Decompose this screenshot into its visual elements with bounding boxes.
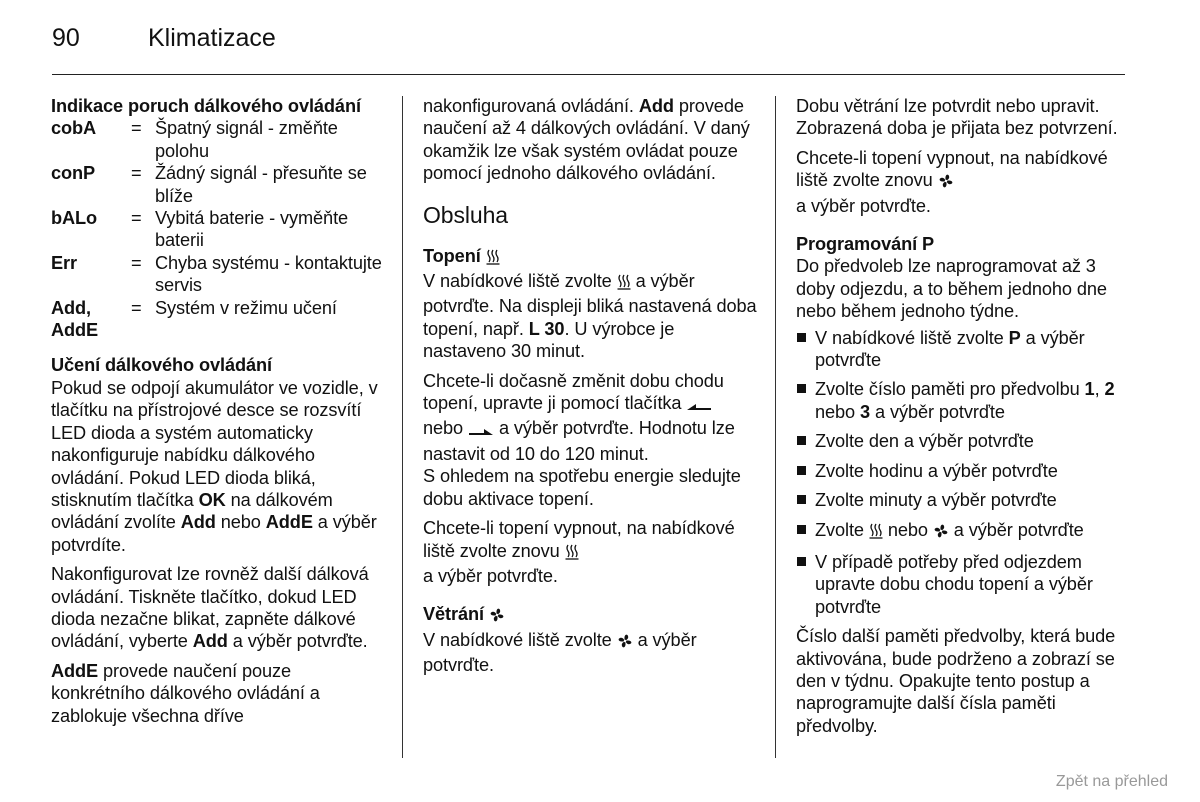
back-to-overview-link[interactable]: Zpět na přehled — [1055, 773, 1168, 790]
fault-code-description: Systém v režimu učení — [155, 297, 337, 318]
learn-paragraph-3: AddE provede naučení pouze konkrétního dálkového ovládání a zablokuje všechna dříve — [51, 660, 320, 726]
fault-code-equals: = — [131, 297, 142, 318]
list-item: Zvolte den a výběr potvrďte — [796, 430, 1131, 452]
column-divider — [775, 96, 776, 758]
list-item: V případě potřeby před odjezdem upravte dobu chodu topení a výběr potvrďte — [796, 551, 1131, 618]
fault-code-term: conP — [51, 163, 96, 184]
fault-code-row — [51, 207, 387, 252]
fault-code-description: Žádný signál - přesuňte se blíže — [155, 163, 367, 206]
fan-icon — [933, 522, 949, 544]
arrow-right-icon — [468, 420, 494, 442]
list-item: V nabídkové liště zvolte P a výběr potvrďte — [796, 327, 1131, 372]
chapter-title: Klimatizace — [148, 24, 276, 52]
heating-paragraph-4: Chcete-li topení vypnout, na nabídkové liště zvolte znovu a výběr potvrďte. — [423, 518, 735, 586]
column-divider — [402, 96, 403, 758]
fault-code-equals: = — [131, 208, 142, 229]
programming-paragraph-2: Číslo další paměti předvolby, která bude aktivována, bude podrženo a zobrazí se den v týdnu. Opakujte tento postup a naprogramujte další čísla paměti předvolby. — [796, 626, 1116, 736]
heating-waves-icon — [617, 273, 631, 295]
fault-code-row — [51, 162, 387, 207]
fan-icon — [938, 172, 954, 194]
fault-code-equals: = — [131, 118, 142, 139]
fault-code-description: Chyba systému - kontaktujte servis — [155, 252, 382, 296]
heating-paragraph-1: V nabídkové liště zvolte a výběr potvrďte. Na displeji bliká nastavená doba topení, např. L 30. U výrobce je nastaveno 30 minut. — [423, 271, 757, 362]
list-item: Zvolte číslo paměti pro předvolbu 1, 2 nebo 3 a výběr potvrďte — [796, 378, 1131, 423]
ventilation-heading: Větrání — [423, 603, 758, 628]
heating-waves-icon — [869, 522, 883, 544]
programming-steps-list — [796, 327, 1131, 618]
page-number: 90 — [52, 24, 80, 52]
heating-heading: Topení — [423, 245, 758, 270]
fault-code-equals: = — [131, 163, 142, 184]
learn-heading: Učení dálkového ovládání — [51, 355, 272, 376]
learn-paragraph-2: Nakonfigurovat lze rovněž další dálková ovládání. Tiskněte tlačítko, dokud LED dioda nezačne blikat, zapněte dálkové ovládání, vyberte Add a výběr potvrďte. — [51, 564, 369, 652]
page-header — [52, 24, 276, 58]
fault-code-description: Špatný signál - změňte polohu — [155, 118, 338, 161]
fault-code-term: Add, AddE — [51, 297, 99, 341]
fault-code-equals: = — [131, 252, 142, 273]
fault-code-description: Vybitá baterie - vyměňte baterii — [155, 208, 349, 251]
column-2 — [423, 95, 758, 684]
ventilation-paragraph-3: Chcete-li topení vypnout, na nabídkové liště zvolte znovu a výběr potvrďte. — [796, 147, 1108, 216]
heating-waves-icon — [486, 248, 500, 270]
section-title: Obsluha — [423, 201, 508, 228]
ventilation-paragraph-2: Dobu větrání lze potvrdit nebo upravit. Zobrazená doba je přijata bez potvrzení. — [796, 96, 1118, 139]
ventilation-paragraph: V nabídkové liště zvolte a výběr potvrďte. — [423, 629, 697, 676]
heating-waves-icon — [565, 543, 579, 565]
fault-code-row — [51, 117, 387, 162]
fault-code-row — [51, 297, 387, 342]
programming-heading: Programování P — [796, 234, 935, 255]
column-3 — [796, 95, 1131, 744]
list-item: Zvolte hodinu a výběr potvrďte — [796, 460, 1131, 482]
arrow-left-icon — [686, 395, 712, 417]
fault-code-row — [51, 252, 387, 297]
fault-code-term: cobA — [51, 118, 97, 139]
fan-icon — [489, 606, 505, 628]
fault-code-term: Err — [51, 252, 77, 273]
heating-paragraph-3: S ohledem na spotřebu energie sledujte dobu aktivace topení. — [423, 466, 741, 509]
column-1 — [51, 95, 387, 734]
header-rule — [52, 74, 1125, 75]
programming-paragraph: Do předvoleb lze naprogramovat až 3 doby odjezdu, a to během jednoho dne nebo během jednoho týdne. — [796, 256, 1107, 322]
learn-paragraph-continued: nakonfigurovaná ovládání. Add provede naučení až 4 dálkových ovládání. V daný okamžik lze však systém ovládat pouze pomocí jednoho dálkového ovládání. — [423, 96, 750, 184]
fault-code-term: bALo — [51, 208, 98, 229]
fault-codes-list — [51, 117, 387, 341]
list-item: Zvolte minuty a výběr potvrďte — [796, 489, 1131, 511]
heating-paragraph-2: Chcete-li dočasně změnit dobu chodu topení, upravte ji pomocí tlačítka nebo a výběr potvrďte. Hodnotu lze nastavit od 10 do 120 minut. — [423, 370, 735, 464]
list-item: Zvolte nebo a výběr potvrďte — [796, 519, 1131, 544]
learn-paragraph-1: Pokud se odpojí akumulátor ve vozidle, v tlačítku na přístrojové desce se rozsvítí LED dioda a systém automaticky nakonfiguruje nabídku dálkového ovládání. Pokud LED dioda bliká, stisknutím tlačítka OK na dálkovém ovládání zvolíte Add nebo AddE a výběr potvrdíte. — [51, 377, 378, 555]
fault-heading: Indikace poruch dálkového ovládání — [51, 96, 361, 116]
fan-icon — [617, 632, 633, 654]
